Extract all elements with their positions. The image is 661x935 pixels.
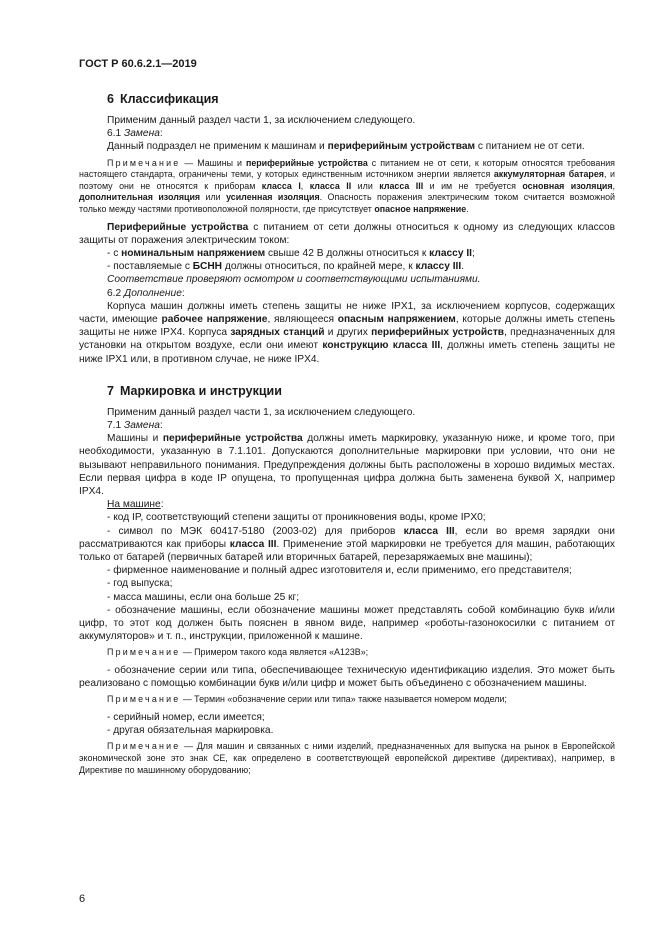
paragraph: Корпуса машин должны иметь степень защиты не ниже IPX1, за исключением корпусов, содержащих части, имеющие рабочее напряжение, являющееся опасным напряжением, которые должны иметь степень защиты не ниже IPX4. Корпуса зарядных станций и других периферийных устройств, предназначенных для установки на открытом воздухе, если они имеют конструкцию класса III, должны иметь степень защиты не ниже IPX1 или, в противном случае, не ниже IPX4. — [79, 300, 616, 365]
paragraph: Данный подраздел не применим к машинам и периферийным устройствам с питанием не от сети. — [107, 141, 585, 153]
list-item: - обозначение серии или типа, обеспечивающее техническую идентификацию изделия. Это может быть реализовано с помощью комбинации букв и/или цифр и может быть объединено с обозначением машины. — [79, 665, 615, 690]
list-item: - серийный номер, если имеется; — [107, 712, 265, 724]
clause-number: 6.1 — [107, 128, 122, 140]
document-header: ГОСТ Р 60.6.2.1—2019 — [79, 58, 197, 70]
note: Примечание — Примером такого кода является «A123B»; — [107, 647, 369, 658]
note: Примечание — Машины и периферийные устройства с питанием не от сети, к которым относятся требования настоящего стандарта, ограничены теми, у которых единственным источником энергии является аккумуляторная батарея, и поэтому они не относятся к приборам класса I, класса II или класса III и им не требуется основная изоляция, дополнительная изоляция или усиленная изоляция. Опасность поражения электрическим током считается возможной только между частями противоположной полярности, где присутствует опасное напряжение. — [79, 157, 616, 214]
list-item: - год выпуска; — [107, 578, 173, 590]
section-number: 6 — [107, 92, 114, 106]
section-6-heading — [107, 92, 615, 106]
list-item: - код IP, соответствующий степени защиты от проникновения воды, кроме IPX0; — [107, 512, 486, 524]
list-item: - фирменное наименование и полный адрес изготовителя и, если применимо, его представителя; — [107, 565, 572, 577]
clause-number: 6.2 — [107, 287, 122, 299]
page-number: 6 — [79, 893, 86, 905]
note-label: Примечание — [107, 694, 181, 705]
section-title: Классификация — [119, 92, 219, 106]
paragraph: Применим данный раздел части 1, за исключением следующего. — [107, 115, 416, 126]
paragraph: Периферийные устройства с питанием от сети должны относиться к одному из следующих классов защиты от поражения электрическим током: — [79, 221, 615, 246]
list-item: - поставляемые с БСНН должны относиться, по крайней мере, к классу III. — [107, 261, 465, 273]
subclause-6-1: 6.1 Замена: — [107, 128, 163, 140]
note-label: Примечание — [107, 741, 181, 752]
section-title: Маркировка и инструкции — [119, 383, 282, 398]
note-label: Примечание — [107, 157, 181, 168]
subclause-7-1: 7.1 Замена: — [107, 420, 163, 432]
note: Примечание — Для машин и связанных с ними изделий, предназначенных для выпуска на рынок в Европейской экономической зоне это знак CE, как определено в соответствующей европейской директиве (директивах), например, в Директиве по машинному оборудованию; — [79, 741, 615, 775]
subclause-6-2: 6.2 Дополнение: — [107, 287, 185, 299]
note: Примечание — Термин «обозначение серии или типа» также называется номером модели; — [107, 694, 507, 705]
clause-label: Замена — [124, 128, 160, 140]
clause-number: 7.1 — [107, 420, 122, 432]
paragraph: Машины и периферийные устройства должны иметь маркировку, указанную ниже, и кроме того, при необходимости, указанную в 7.1.101. Допускаются дополнительные маркировки при условии, что они не вызывают неправильного понимания. Предупреждения должны быть расположены в хорошо видимых местах. Если первая цифра в коде IP опущена, то пропущенная цифра должна быть заменена буквой X, например IPX4. — [79, 433, 615, 498]
list-item: - обозначение машины, если обозначение машины может представлять собой комбинацию букв и/или цифр, то этот код должен быть пояснен в явном виде, например «роботы-газонокосилки с питанием от аккумуляторов» и т. п., инструкции, приложенной к машине. — [79, 604, 615, 643]
clause-label: Замена — [124, 420, 160, 432]
on-machine-heading: На машине: — [107, 499, 164, 511]
page-content — [79, 92, 615, 781]
clause-label: Дополнение — [124, 287, 182, 299]
section-number: 7 — [107, 383, 114, 398]
compliance-check: Соответствие проверяют осмотром и соответствующими испытаниями. — [107, 274, 481, 286]
section-7-heading — [107, 384, 615, 398]
list-item: - символ по МЭК 60417-5180 (2003-02) для приборов класса III, если во время зарядки они рассматриваются как приборы класса III. Применение этой маркировки не требуется для машин, работающих только от батарей (первичных батарей или вторичных батарей, перезаряжаемых вне машины); — [79, 525, 615, 564]
list-item: - с номинальным напряжением свыше 42 В должны относиться к классу II; — [107, 247, 475, 259]
paragraph: Применим данный раздел части 1, за исключением следующего. — [107, 406, 416, 418]
list-item: - масса машины, если она больше 25 кг; — [107, 591, 300, 603]
note-label: Примечание — [107, 647, 181, 658]
list-item: - другая обязательная маркировка. — [107, 725, 274, 737]
